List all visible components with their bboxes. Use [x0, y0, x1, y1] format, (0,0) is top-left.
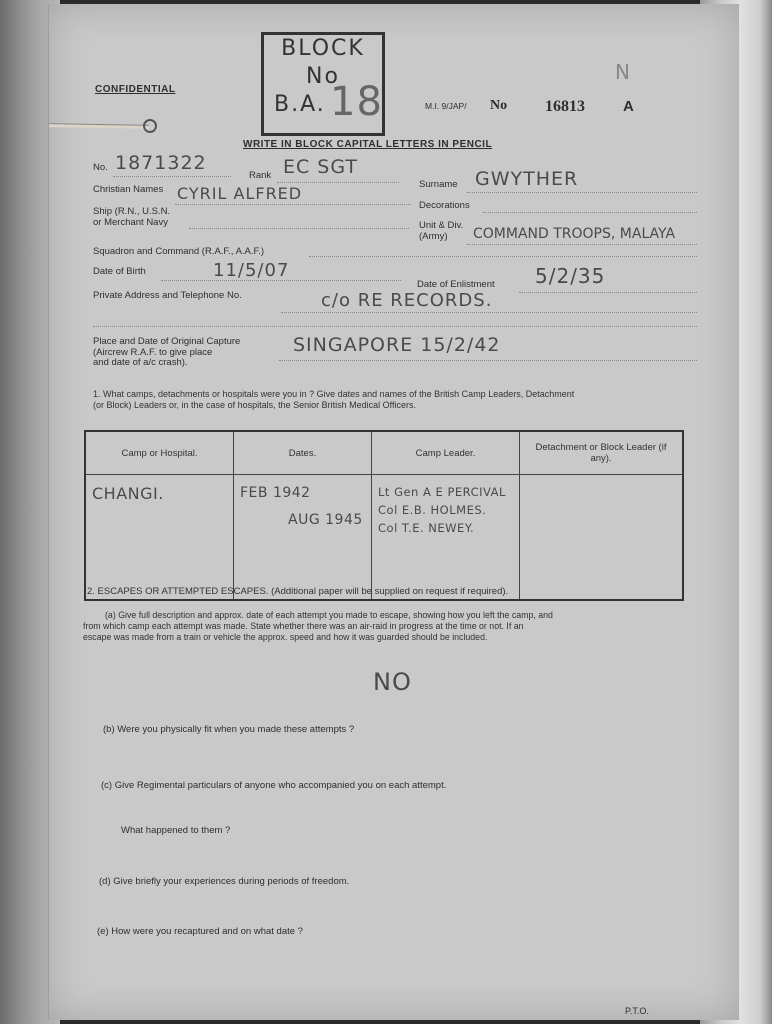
- service-number-value: 1871322: [115, 152, 207, 174]
- camps-table: [84, 430, 684, 601]
- pencil-instruction: WRITE IN BLOCK CAPITAL LETTERS IN PENCIL: [243, 139, 493, 150]
- camps-table-header: [85, 431, 683, 475]
- header-camp-leader: Camp Leader.: [372, 431, 520, 475]
- capture-label-line-2: (Aircrew R.A.F. to give place: [93, 346, 213, 358]
- capture-label-line-3: and date of a/c crash).: [93, 357, 188, 368]
- question-2-title: 2. ESCAPES OR ATTEMPTED ESCAPES. (Additional paper will be supplied on request if required).: [87, 586, 509, 597]
- question-2c: (c) Give Regimental particulars of anyone who accompanied you on each attempt.: [101, 780, 447, 791]
- squadron-label: Squadron and Command (R.A.F., A.A.F.): [93, 246, 265, 257]
- date-of-birth-value: 11/5/07: [213, 260, 290, 281]
- form-reference: M.I. 9/JAP/: [425, 101, 467, 111]
- camp-leader-1: Lt Gen A E PERCIVAL: [378, 485, 506, 499]
- private-address-label: Private Address and Telephone No.: [93, 290, 242, 301]
- dates-cell: [234, 475, 372, 601]
- rank-value: EC SGT: [283, 156, 359, 178]
- dates-start: FEB 1942: [240, 485, 311, 501]
- stamp-handwritten-number: 18: [330, 79, 383, 125]
- stamp-line-ba: B.A.: [274, 92, 326, 117]
- private-address-value: c/o RE RECORDS.: [321, 290, 493, 311]
- unit-label: [419, 220, 463, 242]
- unit-value: COMMAND TROOPS, MALAYA: [473, 226, 676, 242]
- christian-names-label: Christian Names: [93, 184, 164, 195]
- question-2c-followup: What happened to them ?: [121, 825, 231, 836]
- question-1: [93, 389, 713, 411]
- ship-label-line-1: Ship (R.N., U.S.N.: [93, 206, 171, 217]
- question-2b: (b) Were you physically fit when you made these attempts ?: [103, 724, 355, 735]
- date-of-enlistment-label: Date of Enlistment: [417, 279, 495, 290]
- date-of-birth-label: Date of Birth: [93, 266, 146, 277]
- service-number-label: No.: [93, 162, 108, 173]
- question-2d: (d) Give briefly your experiences during periods of freedom.: [99, 876, 350, 887]
- confidential-label: CONFIDENTIAL: [95, 84, 176, 95]
- ship-label-line-2: or Merchant Navy: [93, 217, 168, 228]
- ship-label: [93, 206, 170, 228]
- detachment-leader-cell: [520, 475, 684, 601]
- number-label: No: [490, 98, 508, 113]
- question-2e: (e) How were you recaptured and on what date ?: [97, 926, 303, 937]
- question-2a-line-3: escape was made from a train or vehicle the approx. speed and how it was guarded should be included.: [83, 632, 488, 642]
- decorations-label: Decorations: [419, 200, 470, 211]
- camp-leader-3: Col T.E. NEWEY.: [378, 521, 475, 535]
- header-dates: Dates.: [234, 431, 372, 475]
- camp-leader-2: Col E.B. HOLMES.: [378, 503, 487, 517]
- stamp-line-no: No: [306, 64, 340, 89]
- surname-label: Surname: [419, 179, 458, 190]
- surname-value: GWYTHER: [475, 168, 579, 190]
- serial-number: 16813: [545, 98, 585, 115]
- eyelet-ring: [143, 119, 157, 133]
- table-row: [85, 475, 683, 601]
- camp-value: CHANGI.: [92, 484, 164, 503]
- header-detachment-leader: Detachment or Block Leader (if any).: [520, 431, 684, 475]
- question-1-line-2: (or Block) Leaders or, in the case of hospitals, the Senior British Medical Officers.: [93, 400, 416, 410]
- question-2a: [83, 610, 703, 643]
- christian-names-value: CYRIL ALFRED: [177, 184, 303, 203]
- camp-leader-cell: [372, 475, 520, 601]
- question-1-line-1: 1. What camps, detachments or hospitals were you in ? Give dates and names of the British Camp Leaders, Detachment: [93, 389, 575, 399]
- unit-label-line-1: Unit & Div.: [419, 220, 464, 231]
- rank-label: Rank: [249, 170, 272, 181]
- capture-label: [93, 337, 240, 369]
- camp-cell: [85, 475, 234, 601]
- dates-end: AUG 1945: [288, 512, 363, 528]
- binding-string: [49, 123, 149, 129]
- serial-suffix: A: [623, 98, 634, 115]
- form-page: [48, 4, 739, 1020]
- header-camp: Camp or Hospital.: [85, 431, 234, 475]
- unit-label-line-2: (Army): [419, 231, 448, 242]
- block-stamp: [261, 32, 385, 136]
- stamp-line-block: BLOCK: [281, 36, 365, 61]
- question-2a-line-1: (a) Give full description and approx. date of each attempt you made to escape, showing how you left the camp, and: [105, 610, 553, 620]
- question-2a-line-2: from which camp each attempt was made. State whether there was an air-raid in progress at the time or not. If an: [83, 621, 524, 631]
- capture-value: SINGAPORE 15/2/42: [293, 334, 501, 356]
- corner-note: N: [615, 60, 631, 84]
- date-of-enlistment-value: 5/2/35: [535, 264, 606, 288]
- pto-label: P.T.O.: [625, 1006, 649, 1016]
- capture-label-line-1: Place and Date of Original Capture: [93, 336, 241, 347]
- escape-answer: NO: [373, 668, 412, 696]
